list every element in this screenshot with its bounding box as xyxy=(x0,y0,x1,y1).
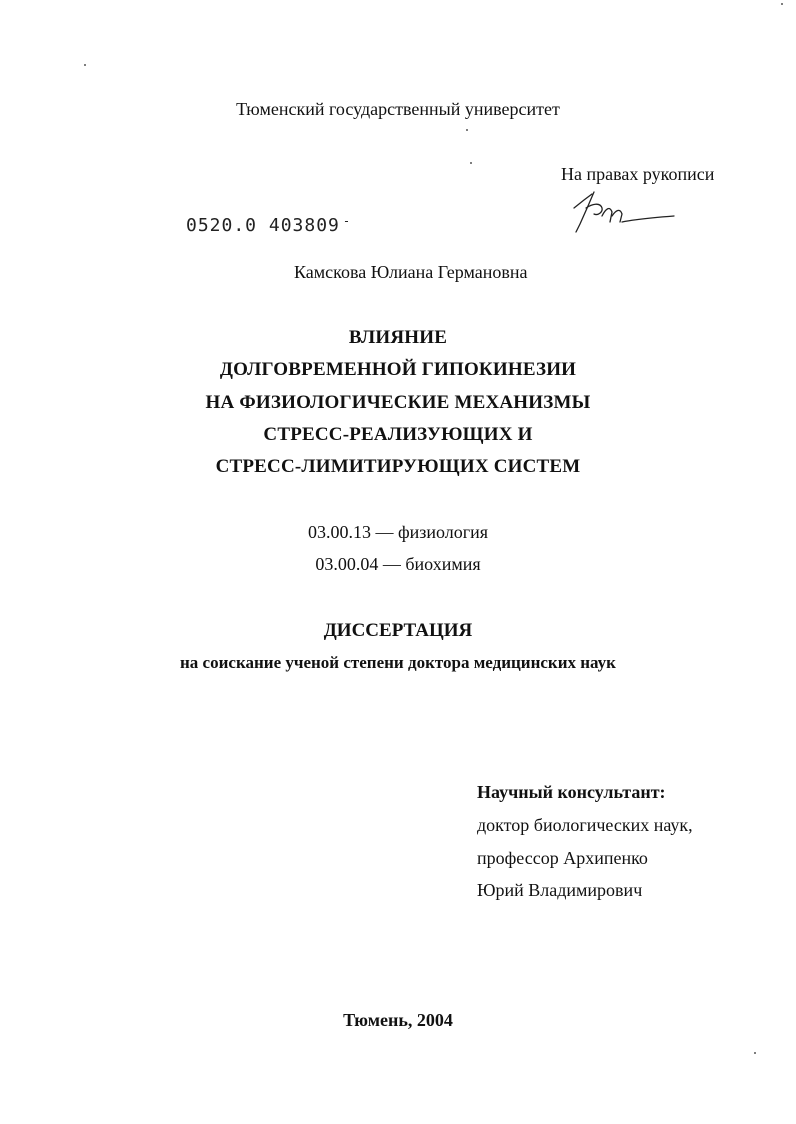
author-name: Камскова Юлиана Германовна xyxy=(294,262,528,282)
consultant-line: доктор биологических наук, xyxy=(477,815,693,835)
title-line: ВЛИЯНИЕ xyxy=(348,327,448,348)
manuscript-rights: На правах рукописи xyxy=(561,164,715,184)
document-type: ДИССЕРТАЦИЯ xyxy=(323,620,473,641)
specialty-line: 03.00.13 — физиология xyxy=(307,522,489,542)
scan-speck xyxy=(466,129,468,131)
scan-speck xyxy=(470,162,472,164)
specialty-line: 03.00.04 — биохимия xyxy=(315,554,481,574)
title-line: СТРЕСС-ЛИМИТИРУЮЩИХ СИСТЕМ xyxy=(215,456,581,477)
scan-speck xyxy=(754,1052,756,1054)
scan-speck xyxy=(84,64,86,66)
code-dash: - xyxy=(342,214,352,228)
scan-speck xyxy=(781,3,783,5)
consultant-line: профессор Архипенко xyxy=(477,848,648,868)
consultant-heading: Научный консультант: xyxy=(477,782,666,802)
title-line: НА ФИЗИОЛОГИЧЕСКИЕ МЕХАНИЗМЫ xyxy=(205,392,591,413)
university-name: Тюменский государственный университет xyxy=(236,99,560,119)
title-line: ДОЛГОВРЕМЕННОЙ ГИПОКИНЕЗИИ xyxy=(219,359,577,380)
consultant-line: Юрий Владимирович xyxy=(477,880,643,900)
degree-line: на соискание ученой степени доктора медицинских наук xyxy=(180,653,616,672)
place-year: Тюмень, 2004 xyxy=(343,1010,453,1030)
archive-code-text: 0520.0 403809 xyxy=(186,215,340,236)
signature xyxy=(566,186,678,236)
archive-code xyxy=(186,214,351,236)
title-line: СТРЕСС-РЕАЛИЗУЮЩИХ И xyxy=(263,424,533,445)
